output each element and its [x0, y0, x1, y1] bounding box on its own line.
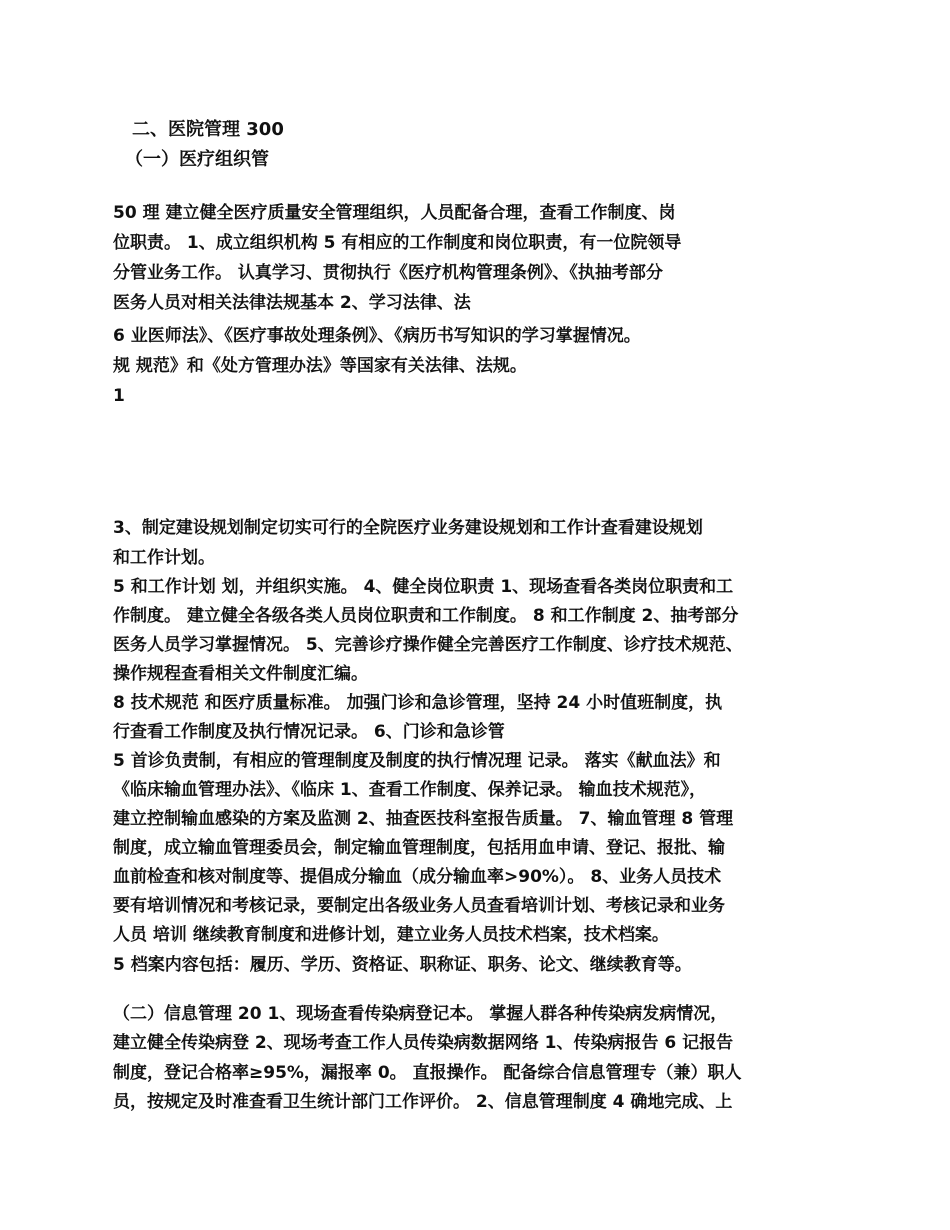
text-line: 医务人员学习掌握情况。 5、完善诊疗操作健全完善医疗工作制度、诊疗技术规范、 [113, 635, 743, 655]
text-line: 和工作计划。 [113, 548, 215, 568]
text-line: 5 首诊负责制，有相应的管理制度及制度的执行情况理 记录。 落实《献血法》和 [113, 751, 721, 771]
text-line: 行查看工作制度及执行情况记录。 6、门诊和急诊管 [113, 722, 505, 742]
text-line: 员，按规定及时准查看卫生统计部门工作评价。 2、信息管理制度 4 确地完成、上 [113, 1092, 733, 1112]
text-line: 50 理 建立健全医疗质量安全管理组织，人员配备合理，查看工作制度、岗 [113, 203, 676, 223]
text-line: 医务人员对相关法律法规基本 2、学习法律、法 [113, 293, 471, 313]
text-line: 制度，成立输血管理委员会，制定输血管理制度，包括用血申请、登记、报批、输 [113, 838, 725, 858]
text-line: 1 [113, 386, 125, 406]
text-line: 要有培训情况和考核记录，要制定出各级业务人员查看培训计划、考核记录和业务 [113, 896, 725, 916]
text-line: 人员 培训 继续教育制度和进修计划，建立业务人员技术档案，技术档案。 [113, 925, 669, 945]
text-line: 5 档案内容包括：履历、学历、资格证、职称证、职务、论文、继续教育等。 [113, 955, 692, 975]
text-line: （二）信息管理 20 1、现场查看传染病登记本。 掌握人群各种传染病发病情况， [113, 1004, 728, 1024]
text-line: 建立控制输血感染的方案及监测 2、抽查医技科室报告质量。 7、输血管理 8 管理 [113, 809, 734, 829]
text-line: 操作规程查看相关文件制度汇编。 [113, 664, 368, 684]
text-line: 8 技术规范 和医疗质量标准。 加强门诊和急诊管理，坚持 24 小时值班制度，执 [113, 693, 723, 713]
text-line: 3、制定建设规划制定切实可行的全院医疗业务建设规划和工作计查看建设规划 [113, 518, 703, 538]
text-line: 《临床输血管理办法》、《临床 1、查看工作制度、保养记录。 输血技术规范》， [113, 780, 707, 800]
text-line: 制度，登记合格率≥95%，漏报率 0。 直报操作。 配备综合信息管理专（兼）职人 [113, 1063, 742, 1083]
text-line: 6 业医师法》、《医疗事故处理条例》、《病历书写知识的学习掌握情况。 [113, 326, 641, 346]
text-line: 5 和工作计划 划，并组织实施。 4、健全岗位职责 1、现场查看各类岗位职责和工 [113, 577, 734, 597]
text-line: 位职责。 1、成立组织机构 5 有相应的工作制度和岗位职责，有一位院领导 [113, 233, 682, 253]
text-line: 分管业务工作。 认真学习、贯彻执行《医疗机构管理条例》、《执抽考部分 [113, 263, 663, 283]
text-line: 建立健全传染病登 2、现场考查工作人员传染病数据网络 1、传染病报告 6 记报告 [113, 1033, 734, 1053]
text-line: 血前检查和核对制度等、提倡成分输血（成分输血率>90%）。 8、业务人员技术 [113, 867, 722, 887]
text-line: 作制度。 建立健全各级各类人员岗位职责和工作制度。 8 和工作制度 2、抽考部分 [113, 606, 739, 626]
text-line: 规 规范》和《处方管理办法》等国家有关法律、法规。 [113, 356, 527, 376]
section-heading: 二、医院管理 300 [132, 119, 284, 140]
subsection-heading: （一）医疗组织管 [125, 149, 269, 170]
